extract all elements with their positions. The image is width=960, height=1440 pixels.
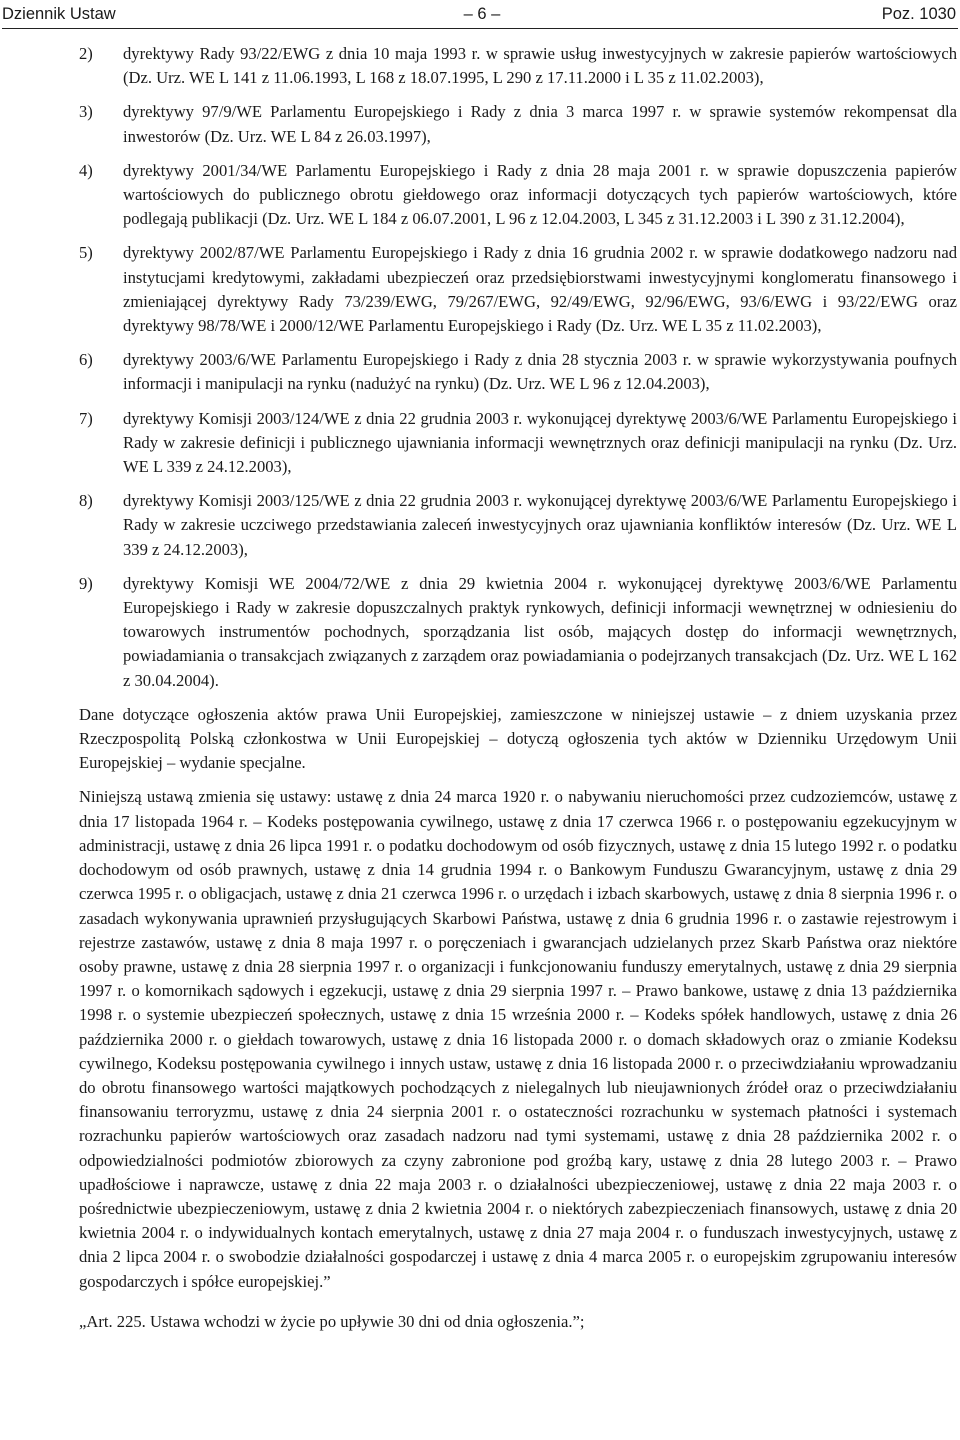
list-item-text: dyrektywy Komisji 2003/124/WE z dnia 22 grudnia 2003 r. wykonującej dyrektywę 2003/6/WE Parlamentu Europejskiego i Rady w zakresie definicji i publicznego ujawniania informacji wewnętrznych oraz definicji manipulacji na rynku (Dz. Urz. WE L 339 z 24.12.2003), xyxy=(123,408,957,477)
list-item xyxy=(79,159,957,232)
list-item-number: 9) xyxy=(79,573,93,593)
document-body xyxy=(79,42,957,1344)
list-item xyxy=(79,241,957,338)
article-225: „Art. 225. Ustawa wchodzi w życie po upływie 30 dni od dnia ogłoszenia.”; xyxy=(79,1311,585,1331)
list-item xyxy=(79,348,957,396)
list-item xyxy=(79,489,957,562)
list-item-text: dyrektywy 2002/87/WE Parlamentu Europejskiego i Rady z dnia 16 grudnia 2002 r. w sprawie dodatkowego nadzoru nad instytucjami kredytowymi, zakładami ubezpieczeń oraz przedsiębiorstwami inwestycyjnymi konglomeratu finansowego i zmieniającej dyrektywy Rady 73/239/EWG, 79/267/EWG, 92/49/EWG, 92/96/EWG, 93/6/EWG i 93/22/EWG oraz dyrektywy 98/78/WE i 2000/12/WE Parlamentu Europejskiego i Rady (Dz. Urz. WE L 35 z 11.02.2003), xyxy=(123,243,957,336)
page-number: – 6 – xyxy=(463,5,501,23)
list-item-number: 8) xyxy=(79,491,93,511)
amended-acts-paragraph: Niniejszą ustawą zmienia się ustawy: ustawę z dnia 24 marca 1920 r. o nabywaniu nieruchomości przez cudzoziemców, ustawę z dnia 17 listopada 1964 r. – Kodeks postępowania cywilnego, ustawę z dnia 17 czerwca 1966 r. o postępowaniu egzekucyjnym w administracji, ustawę z dnia 26 lipca 1991 r. o podatku dochodowym od osób fizycznych, ustawę z dnia 15 lutego 1992 r. o podatku dochodowym od osób prawnych, ustawę z dnia 14 grudnia 1994 r. o Bankowym Funduszu Gwarancyjnym, ustawę z dnia 29 czerwca 1995 r. o obligacjach, ustawę z dnia 21 czerwca 1996 r. o urzędach i izbach skarbowych, ustawę z dnia 8 sierpnia 1996 r. o zasadach wykonywania uprawnień przysługujących Skarbowi Państwa, ustawę z dnia 6 grudnia 1996 r. o zastawie rejestrowym i rejestrze zastawów, ustawę z dnia 8 maja 1997 r. o poręczeniach i gwarancjach udzielanych przez Skarb Państwa oraz niektóre osoby prawne, ustawę z dnia 28 sierpnia 1997 r. o organizacji i funkcjonowaniu funduszy emerytalnych, ustawę z dnia 29 sierpnia 1997 r. o komornikach sądowych i egzekucji, ustawę z dnia 29 sierpnia 1997 r. – Prawo bankowe, ustawę z dnia 13 października 1998 r. o systemie ubezpieczeń społecznych, ustawę z dnia 15 września 2000 r. – Kodeks spółek handlowych, ustawę z dnia 26 października 2000 r. o giełdach towarowych, ustawę z dnia 16 listopada 2000 r. o domach składowych oraz o zmianie Kodeksu cywilnego, Kodeksu postępowania cywilnego i innych ustaw, ustawę z dnia 16 listopada 2000 r. o przeciwdziałaniu wprowadzaniu do obrotu finansowego wartości majątkowych pochodzących z nielegalnych lub nieujawnionych źródeł oraz o przeciwdziałaniu finansowaniu terroryzmu, ustawę z dnia 24 sierpnia 2001 r. o ostateczności rozrachunku w systemach płatności i systemach rozrachunku papierów wartościowych oraz zasadach nadzoru nad tymi systemami, ustawę z dnia 28 października 2002 r. o odpowiedzialności podmiotów zbiorowych za czyny zabronione pod groźbą kary, ustawę z dnia 28 lutego 2003 r. – Prawo upadłościowe i naprawcze, ustawę z dnia 22 maja 2003 r. o działalności ubezpieczeniowej, ustawę z dnia 22 maja 2003 r. o pośrednictwie ubezpieczeniowym, ustawę z dnia 2 kwietnia 2004 r. o niektórych zabezpieczeniach finansowych, ustawę z dnia 20 kwietnia 2004 r. o indywidualnych kontach emerytalnych, ustawę z dnia 27 maja 2004 r. o funduszach inwestycyjnych, ustawę z dnia 2 lipca 2004 r. o swobodzie działalności gospodarczej i ustawę z dnia 4 marca 2005 r. o europejskim zgrupowaniu interesów gospodarczych i spółce europejskiej.” xyxy=(79,787,957,1291)
eu-publication-note: Dane dotyczące ogłoszenia aktów prawa Unii Europejskiej, zamieszczone w niniejszej ustawie – z dniem uzyskania przez Rzeczpospolitą Polską członkostwa w Unii Europejskiej – dotyczą ogłoszenia tych aktów w Dzienniku Urzędowym Unii Europejskiej – wydanie specjalne. xyxy=(79,704,957,773)
list-item-text: dyrektywy 97/9/WE Parlamentu Europejskiego i Rady z dnia 3 marca 1997 r. w sprawie systemów rekompensat dla inwestorów (Dz. Urz. WE L 84 z 26.03.1997), xyxy=(123,102,957,146)
list-item-number: 5) xyxy=(79,243,93,263)
list-item-number: 7) xyxy=(79,408,93,428)
list-item-number: 6) xyxy=(79,350,93,370)
list-item xyxy=(79,572,957,693)
list-item-text: dyrektywy 2001/34/WE Parlamentu Europejskiego i Rady z dnia 28 maja 2001 r. w sprawie dopuszczenia papierów wartościowych do publicznego obrotu giełdowego oraz informacji dotyczących tych papierów wartościowych, które podlegają publikacji (Dz. Urz. WE L 184 z 06.07.2001, L 96 z 12.04.2003, L 345 z 31.12.2003 i L 390 z 31.12.2004), xyxy=(123,160,957,229)
list-item-text: dyrektywy Komisji WE 2004/72/WE z dnia 29 kwietnia 2004 r. wykonującej dyrektywę 2003/6/WE Parlamentu Europejskiego i Rady w zakresie dopuszczalnych praktyk rynkowych, definicji informacji wewnętrznej w odniesieniu do towarowych instrumentów pochodnych, sporządzania list osób, mających dostęp do informacji wewnętrznych, powiadamiania o transakcjach związanych z zarządem oraz powiadamiania o podejrzanych transakcjach (Dz. Urz. WE L 162 z 30.04.2004). xyxy=(123,573,957,690)
list-item xyxy=(79,100,957,148)
list-item-number: 3) xyxy=(79,102,93,122)
list-item xyxy=(79,407,957,480)
list-item-number: 4) xyxy=(79,160,93,180)
list-item-number: 2) xyxy=(79,44,93,63)
list-item-text: dyrektywy 2003/6/WE Parlamentu Europejskiego i Rady z dnia 28 stycznia 2003 r. w sprawie wykorzystywania poufnych informacji i manipulacji na rynku (nadużyć na rynku) (Dz. Urz. WE L 96 z 12.04.2003), xyxy=(123,350,957,394)
page-header xyxy=(2,0,958,29)
list-item-text: dyrektywy Komisji 2003/125/WE z dnia 22 grudnia 2003 r. wykonującej dyrektywę 2003/6/WE Parlamentu Europejskiego i Rady w zakresie uczciwego przedstawiania zaleceń inwestycyjnych oraz ujawniania konfliktów interesów (Dz. Urz. WE L 339 z 24.12.2003), xyxy=(123,491,957,559)
position-number: Poz. 1030 xyxy=(881,5,956,23)
list-item xyxy=(79,42,957,90)
journal-title: Dziennik Ustaw xyxy=(2,5,116,23)
list-item-text: dyrektywy Rady 93/22/EWG z dnia 10 maja 1993 r. w sprawie usług inwestycyjnych w zakresie papierów wartościowych (Dz. Urz. WE L 141 z 11.06.1993, L 168 z 18.07.1995, L 290 z 17.11.2000 i L 35 z 11.02.2003), xyxy=(123,44,957,88)
